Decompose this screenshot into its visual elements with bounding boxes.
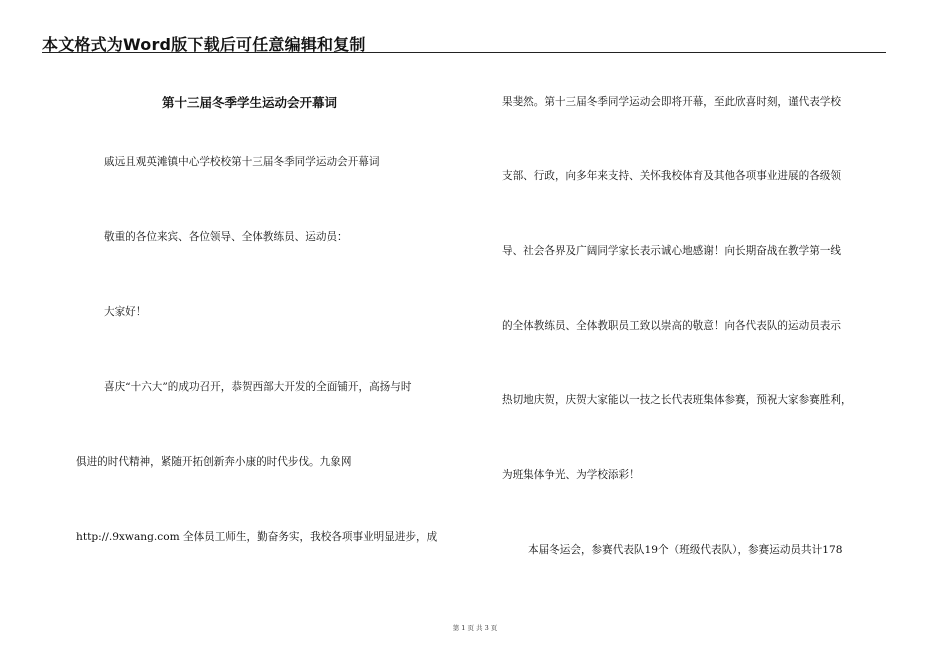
paragraph-line: 导、社会各界及广阔同学家长表示诚心地感谢！向长期奋战在教学第一线: [502, 245, 841, 257]
paragraph-line: 大家好！: [104, 306, 147, 318]
paragraph-line: 热切地庆贺，庆贺大家能以一技之长代表班集体参赛，预祝大家参赛胜利，: [502, 394, 852, 406]
paragraph-line: 俱进的时代精神，紧随开拓创新奔小康的时代步伐。九象网: [76, 456, 352, 468]
paragraph-line: 本届冬运会，参赛代表队19个（班级代表队），参赛运动员共计178: [528, 544, 843, 556]
document-header-banner: 本文格式为Word版下载后可任意编辑和复制: [42, 35, 366, 54]
paragraph-line: 果斐然。第十三届冬季同学运动会即将开幕，至此欣喜时刻，谨代表学校: [502, 96, 841, 108]
paragraph-line: 喜庆“十六大”的成功召开，恭贺西部大开发的全面铺开，高扬与时: [104, 381, 412, 393]
paragraph-line: http://.9xwang.com 全体员工师生，勤奋务实，我校各项事业明显进步，成: [76, 531, 438, 543]
paragraph-line: 敬重的各位来宾、各位领导、全体教练员、运动员：: [104, 231, 348, 243]
paragraph-line: 为班集体争光、为学校添彩！: [502, 469, 640, 481]
paragraph-line: 的全体教练员、全体教职员工致以崇高的敬意！向各代表队的运动员表示: [502, 320, 841, 332]
header-divider: [42, 52, 886, 53]
document-title: 第十三届冬季学生运动会开幕词: [162, 95, 338, 110]
paragraph-line: 支部、行政，向多年来支持、关怀我校体育及其他各项事业进展的各级领: [502, 170, 841, 182]
paragraph-line: 戚远且观英滩镇中心学校校第十三届冬季同学运动会开幕词: [104, 156, 380, 168]
page-indicator: 第 1 页 共 3 页: [452, 624, 498, 632]
